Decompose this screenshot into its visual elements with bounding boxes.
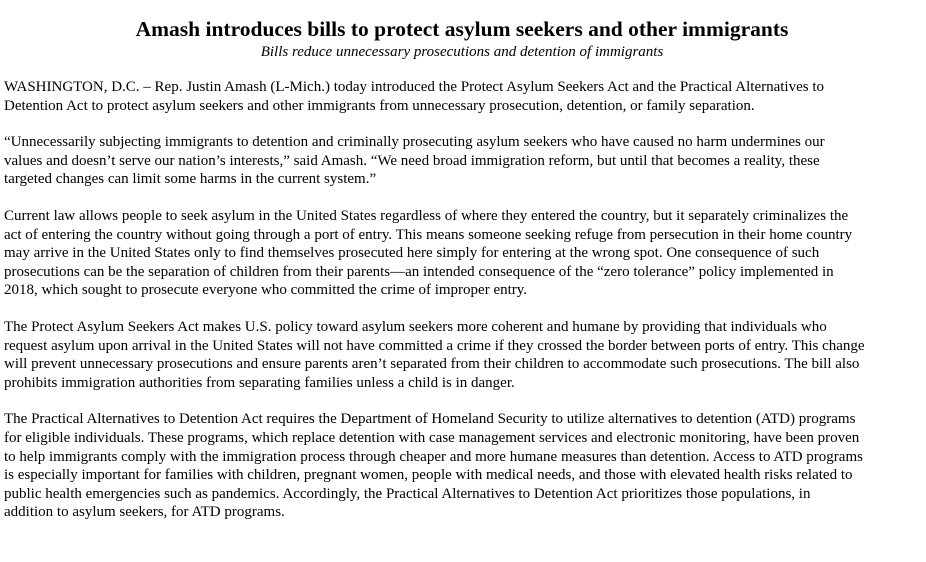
paragraph-line: prosecutions can be the separation of children from their parents—an intended consequence of the “zero tolerance” policy implemented in bbox=[4, 263, 834, 280]
paragraph-line: Current law allows people to seek asylum in the United States regardless of where they entered the country, but it separately criminalizes the bbox=[4, 207, 849, 224]
press-release-page bbox=[0, 16, 926, 562]
paragraph-intro bbox=[4, 78, 920, 115]
paragraph-line: The Practical Alternatives to Detention Act requires the Department of Homeland Security to utilize alternatives to detention (ATD) programs bbox=[4, 411, 856, 428]
paragraph-line: prohibits immigration authorities from separating families unless a child is in danger. bbox=[4, 374, 515, 391]
paragraph-line: values and doesn’t serve our nation’s interests,” said Amash. “We need broad immigration reform, but until that becomes a reality, these bbox=[4, 152, 820, 169]
paragraph-line: request asylum upon arrival in the United States will not have committed a crime if they crossed the border between ports of entry. This change bbox=[4, 337, 865, 354]
article-subtitle: Bills reduce unnecessary prosecutions and detention of immigrants bbox=[260, 44, 664, 60]
paragraph-line: is especially important for families with children, pregnant women, people with medical needs, and those with elevated health risks related to bbox=[4, 467, 853, 484]
paragraph-quote bbox=[4, 133, 920, 189]
paragraph-line: addition to asylum seekers, for ATD programs. bbox=[4, 504, 285, 521]
paragraph-line: to help immigrants comply with the immigration process through cheaper and more humane measures than detention. Access to ATD programs bbox=[4, 448, 863, 465]
paragraph-line: Detention Act to protect asylum seekers and other immigrants from unnecessary prosecution, detention, or family separation. bbox=[4, 97, 755, 114]
paragraph-current-law bbox=[4, 207, 920, 300]
paragraph-line: may arrive in the United States only to find themselves prosecuted here simply for entering at the wrong spot. One consequence of such bbox=[4, 245, 820, 262]
paragraph-line: will prevent unnecessary prosecutions and ensure parents aren’t separated from their children to accommodate such prosecutions. The bill also bbox=[4, 356, 860, 373]
paragraph-alternatives-act bbox=[4, 410, 920, 522]
paragraph-line: “Unnecessarily subjecting immigrants to detention and criminally prosecuting asylum seekers who have caused no harm undermines our bbox=[4, 134, 825, 151]
paragraph-line: 2018, which sought to prosecute everyone who committed the crime of improper entry. bbox=[4, 282, 528, 299]
paragraph-protect-asylum-act bbox=[4, 318, 920, 392]
paragraph-line: The Protect Asylum Seekers Act makes U.S. policy toward asylum seekers more coherent and humane by providing that individuals who bbox=[4, 318, 827, 335]
paragraph-line: act of entering the country without going through a port of entry. This means someone seeking refuge from persecution in their home country bbox=[4, 226, 853, 243]
article-title: Amash introduces bills to protect asylum seekers and other immigrants bbox=[135, 17, 789, 41]
paragraph-line: WASHINGTON, D.C. – Rep. Justin Amash (L-Mich.) today introduced the Protect Asylum Seekers Act and the Practical Alternatives to bbox=[4, 79, 824, 95]
paragraph-line: targeted changes can limit some harms in the current system.” bbox=[4, 171, 377, 188]
paragraph-line: public health emergencies such as pandemics. Accordingly, the Practical Alternatives to Detention Act prioritizes those populations, in bbox=[4, 485, 811, 502]
paragraph-line: for eligible individuals. These programs, which replace detention with case management services and electronic monitoring, have been proven bbox=[4, 429, 860, 446]
